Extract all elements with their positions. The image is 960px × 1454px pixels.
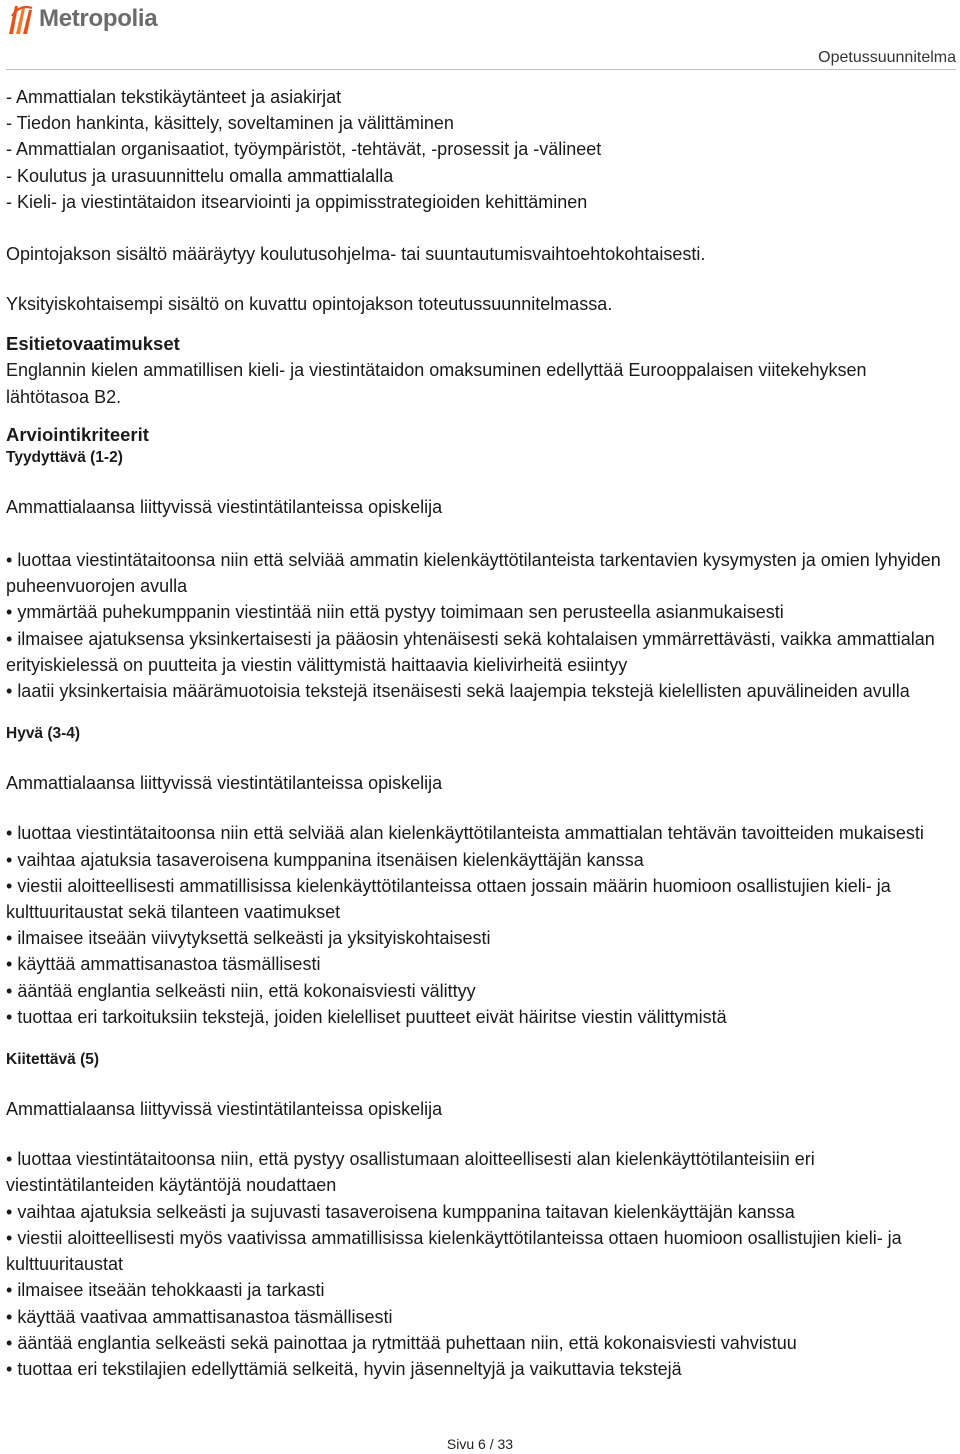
- metropolia-logo-icon: [6, 2, 36, 36]
- grade-criteria-list: [6, 547, 950, 704]
- criteria-item: • ilmaisee itseään viivytyksettä selkeästi ja yksityiskohtaisesti: [6, 925, 950, 951]
- criteria-item: • viestii aloitteellisesti myös vaativissa ammatillisissa kielenkäyttötilanteissa ottaen huomioon osallistujien kieli- ja kulttuuritaustat: [6, 1225, 950, 1277]
- criteria-item: • ilmaisee itseään tehokkaasti ja tarkasti: [6, 1277, 950, 1303]
- grade-level-intro: Ammattialaansa liittyvissä viestintätilanteissa opiskelija: [6, 1099, 443, 1120]
- criteria-heading: Arviointikriteerit: [6, 423, 149, 445]
- content-topic-list: [6, 84, 950, 215]
- content-topic: - Kieli- ja viestintätaidon itsearviointi ja oppimisstrategioiden kehittäminen: [6, 191, 588, 212]
- page-content: [6, 84, 950, 1382]
- criteria-item: • luottaa viestintätaitoonsa niin että selviää alan kielenkäyttötilanteista ammattialan tehtävän tavoitteiden mukaisesti: [6, 820, 950, 846]
- grade-level-title: Tyydyttävä (1-2): [6, 448, 123, 466]
- content-topic: - Ammattialan tekstikäytänteet ja asiakirjat: [6, 87, 342, 107]
- page-number: Sivu 6 / 33: [446, 1436, 514, 1452]
- header-divider: [6, 69, 956, 70]
- prerequisites-text: Englannin kielen ammatillisen kieli- ja viestintätaidon omaksuminen edellyttää Eurooppalaisen viitekehyksen lähtötasoa B2.: [6, 360, 867, 407]
- criteria-item: • tuottaa eri tarkoituksiin tekstejä, joiden kielelliset puutteet eivät häiritse viestin välittymistä: [6, 1004, 950, 1030]
- criteria-item: • ääntää englantia selkeästi sekä painottaa ja rytmittää puhettaan niin, että kokonaisviesti vahvistuu: [6, 1330, 950, 1356]
- metropolia-logo: [6, 2, 157, 36]
- content-paragraph: Opintojakson sisältö määräytyy koulutusohjelma- tai suuntautumisvaihtoehtokohtaisesti.: [6, 244, 706, 265]
- page-header: [0, 0, 960, 70]
- prerequisites-heading: Esitietovaatimukset: [6, 333, 180, 355]
- criteria-item: • vaihtaa ajatuksia selkeästi ja sujuvasti tasaveroisena kumppanina taitavan kielenkäyttäjän kanssa: [6, 1199, 950, 1225]
- grade-level-intro: Ammattialaansa liittyvissä viestintätilanteissa opiskelija: [6, 496, 443, 517]
- content-paragraph: Yksityiskohtaisempi sisältö on kuvattu opintojakson toteutussuunnitelmassa.: [6, 294, 613, 315]
- criteria-item: • viestii aloitteellisesti ammatillisissa kielenkäyttötilanteissa ottaen jossain määrin huomioon osallistujien kieli- ja kulttuuritaustat sekä tilanteen vaatimukset: [6, 873, 950, 925]
- logo-text: Metropolia: [39, 5, 158, 32]
- criteria-item: • luottaa viestintätaitoonsa niin, että pystyy osallistumaan aloitteellisesti alan kielenkäyttötilanteisiin eri viestintätilanteiden käytäntöjä noudattaen: [6, 1146, 950, 1198]
- criteria-item: • vaihtaa ajatuksia tasaveroisena kumppanina itsenäisen kielenkäyttäjän kanssa: [6, 847, 950, 873]
- document-title: Opetussuunnitelma: [818, 49, 956, 66]
- criteria-item: • ymmärtää puhekumppanin viestintää niin että pystyy toimimaan sen perusteella asianmukaisesti: [6, 599, 950, 625]
- criteria-item: • käyttää ammattisanastoa täsmällisesti: [6, 951, 950, 977]
- grade-level-title: Hyvä (3-4): [6, 725, 81, 743]
- criteria-item: • ilmaisee ajatuksensa yksinkertaisesti ja pääosin yhtenäisesti sekä kohtalaisen ymmärrettävästi, vaikka ammattialan erityiskielessä on puutteita ja viestin välittymistä haittaavia kielivirheitä esiintyy: [6, 626, 950, 678]
- criteria-item: • käyttää vaativaa ammattisanastoa täsmällisesti: [6, 1304, 950, 1330]
- content-topic: - Ammattialan organisaatiot, työympäristöt, -tehtävät, -prosessit ja -välineet: [6, 139, 602, 160]
- grade-level-intro: Ammattialaansa liittyvissä viestintätilanteissa opiskelija: [6, 773, 443, 794]
- criteria-item: • ääntää englantia selkeästi niin, että kokonaisviesti välittyy: [6, 978, 950, 1004]
- content-topic: - Tiedon hankinta, käsittely, soveltaminen ja välittäminen: [6, 113, 454, 134]
- grade-criteria-list: [6, 820, 950, 1030]
- grade-criteria-list: [6, 1146, 950, 1382]
- criteria-item: • luottaa viestintätaitoonsa niin että selviää ammatin kielenkäyttötilanteista tarkentavien kysymysten ja omien lyhyiden puheenvuorojen avulla: [6, 547, 950, 599]
- content-topic: - Koulutus ja urasuunnittelu omalla ammattialalla: [6, 165, 394, 186]
- criteria-item: • laatii yksinkertaisia määrämuotoisia tekstejä itsenäisesti sekä laajempia tekstejä kielellisten apuvälineiden avulla: [6, 678, 950, 704]
- criteria-item: • tuottaa eri tekstilajien edellyttämiä selkeitä, hyvin jäsenneltyjä ja vaikuttavia tekstejä: [6, 1356, 950, 1382]
- grade-level-title: Kiitettävä (5): [6, 1051, 100, 1069]
